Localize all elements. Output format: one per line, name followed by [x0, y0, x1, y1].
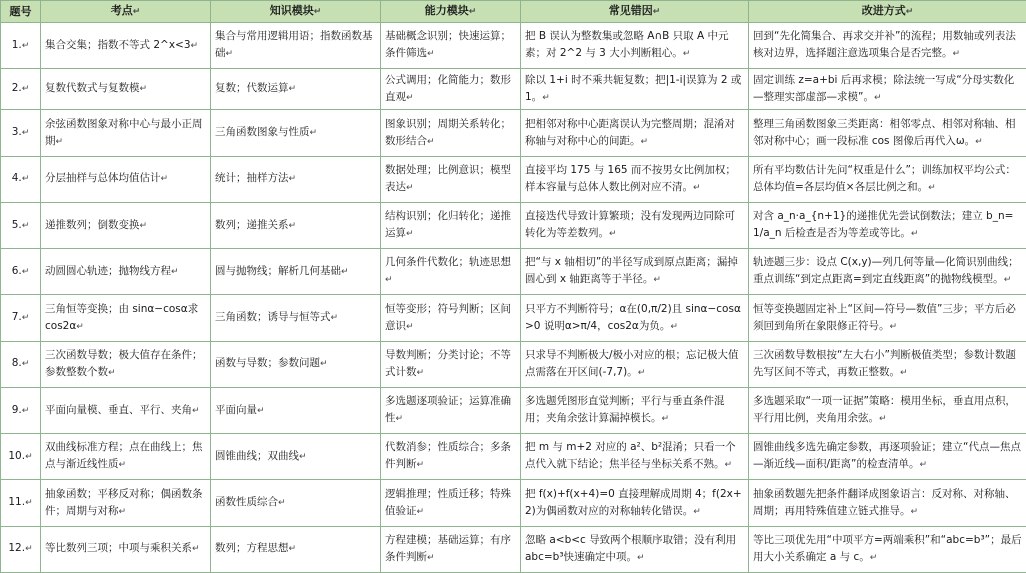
- topic-cell[interactable]: 分层抽样与总体均值估计↵: [41, 156, 211, 202]
- knowledge-module-cell[interactable]: 函数与导数；参数问题↵: [211, 341, 381, 387]
- common-error-cell[interactable]: 把 f(x)+f(x+4)=0 直接理解成周期 4；f(2x+2)为偶函数对应的对称轴转化错误。↵: [521, 480, 749, 526]
- improvement-cell[interactable]: 回到“先化简集合、再求交并补”的流程；用数轴或列表法核对边界，选择题注意选项集合是否完整。↵: [749, 23, 1026, 69]
- topic-cell[interactable]: 递推数列；倒数变换↵: [41, 202, 211, 248]
- knowledge-module-cell[interactable]: 平面向量↵: [211, 387, 381, 433]
- ability-module-cell[interactable]: 逻辑推理；性质迁移；特殊值验证↵: [381, 480, 521, 526]
- knowledge-module-cell[interactable]: 集合与常用逻辑用语；指数函数基础↵: [211, 23, 381, 69]
- question-number-cell[interactable]: 10.↵: [1, 434, 41, 480]
- knowledge-module-cell[interactable]: 复数；代数运算↵: [211, 69, 381, 110]
- paragraph-mark: ↵: [192, 544, 200, 555]
- paragraph-mark: ↵: [25, 451, 33, 462]
- paragraph-mark: ↵: [542, 92, 550, 103]
- knowledge-module-cell[interactable]: 函数性质综合↵: [211, 480, 381, 526]
- paragraph-mark: ↵: [341, 266, 349, 277]
- topic-cell[interactable]: 三次函数导数；极大值存在条件；参数整数个数↵: [41, 341, 211, 387]
- question-number-cell[interactable]: 6.↵: [1, 249, 41, 295]
- ability-module-cell[interactable]: 图象识别；周期关系转化；数形结合↵: [381, 110, 521, 156]
- paragraph-mark: ↵: [416, 506, 425, 517]
- paragraph-mark: ↵: [975, 136, 983, 147]
- paragraph-mark: ↵: [21, 220, 30, 231]
- improvement-cell[interactable]: 固定训练 z=a+bi 后再求模；除法统一写成“分母实数化—整理实部虚部—求模”。↵: [749, 69, 1026, 110]
- paragraph-mark: ↵: [21, 84, 30, 95]
- table-row: [1, 249, 1026, 295]
- common-error-cell[interactable]: 只求导不判断极大/极小对应的根；忘记极大值点需落在开区间(-7,7)。↵: [521, 341, 749, 387]
- paragraph-mark: ↵: [21, 359, 30, 370]
- paragraph-mark: ↵: [1003, 275, 1012, 286]
- paragraph-mark: ↵: [192, 405, 200, 416]
- table-row: [1, 202, 1026, 248]
- question-number-cell[interactable]: 9.↵: [1, 387, 41, 433]
- paragraph-mark: ↵: [900, 367, 908, 378]
- improvement-cell[interactable]: 对含 a_n·a_{n+1}的递推优先尝试倒数法；建立 b_n=1/a_n 后检查是否为等差或等比。↵: [749, 202, 1026, 248]
- paragraph-mark: ↵: [468, 7, 477, 17]
- paragraph-mark: ↵: [682, 49, 691, 60]
- paragraph-mark: ↵: [406, 92, 414, 103]
- improvement-cell[interactable]: 恒等变换题固定补上“区间—符号—数值”三步；平方后必须回到角所在象限修正符号。↵: [749, 295, 1026, 341]
- paragraph-mark: ↵: [139, 84, 148, 95]
- common-error-cell[interactable]: 多选题凭图形直觉判断；平行与垂直条件混用；夹角余弦计算漏掉模长。↵: [521, 387, 749, 433]
- paragraph-mark: ↵: [25, 544, 33, 555]
- paragraph-mark: ↵: [416, 460, 425, 471]
- ability-module-cell[interactable]: 多选题逐项验证；运算准确性↵: [381, 387, 521, 433]
- paragraph-mark: ↵: [108, 367, 116, 378]
- question-number-cell[interactable]: 7.↵: [1, 295, 41, 341]
- paragraph-mark: ↵: [609, 229, 617, 240]
- table-row: [1, 434, 1026, 480]
- paragraph-mark: ↵: [132, 7, 141, 17]
- paragraph-mark: ↵: [118, 506, 127, 517]
- topic-cell[interactable]: 集合交集；指数不等式 2^x<3↵: [41, 23, 211, 69]
- question-number-cell[interactable]: 12.↵: [1, 526, 41, 572]
- table-row: [1, 480, 1026, 526]
- header-topic[interactable]: 考点↵: [41, 1, 211, 23]
- paragraph-mark: ↵: [139, 220, 148, 231]
- question-number-cell[interactable]: 1.↵: [1, 23, 41, 69]
- paragraph-mark: ↵: [652, 7, 661, 17]
- paragraph-mark: ↵: [406, 182, 414, 193]
- paragraph-mark: ↵: [385, 275, 393, 286]
- paragraph-mark: ↵: [427, 136, 435, 147]
- paragraph-mark: ↵: [637, 367, 646, 378]
- topic-cell[interactable]: 三角恒等变换；由 sinα−cosα求 cos2α↵: [41, 295, 211, 341]
- question-number-cell[interactable]: 5.↵: [1, 202, 41, 248]
- paragraph-mark: ↵: [299, 451, 307, 462]
- common-error-cell[interactable]: 忽略 a<b<c 导致两个根顺序取错；没有利用 abc=b³快速确定中项。↵: [521, 526, 749, 572]
- improvement-cell[interactable]: 抽象函数题先把条件翻译成图象语言：反对称、对称轴、周期；再用特殊值建立链式推导。↵: [749, 480, 1026, 526]
- paragraph-mark: ↵: [905, 7, 914, 17]
- paragraph-mark: ↵: [309, 128, 318, 139]
- topic-cell[interactable]: 双曲线标准方程；点在曲线上；焦点与渐近线性质↵: [41, 434, 211, 480]
- ability-module-cell[interactable]: 结构识别；化归转化；递推运算↵: [381, 202, 521, 248]
- improvement-cell[interactable]: 三次函数导数根按“左大右小”判断极值类型；参数计数题先写区间不等式，再数正整数。↵: [749, 341, 1026, 387]
- common-error-cell[interactable]: 把“与 x 轴相切”的半径写成到原点距离；漏掉圆心到 x 轴距离等于半径。↵: [521, 249, 749, 295]
- paragraph-mark: ↵: [640, 136, 649, 147]
- paragraph-mark: ↵: [661, 414, 670, 425]
- header-knowledge-module[interactable]: 知识模块↵: [211, 1, 381, 23]
- common-error-cell[interactable]: 直接迭代导致计算繁琐；没有发现两边同除可转化为等差数列。↵: [521, 202, 749, 248]
- paragraph-mark: ↵: [952, 49, 961, 60]
- topic-cell[interactable]: 平面向量模、垂直、平行、夹角↵: [41, 387, 211, 433]
- knowledge-module-cell[interactable]: 三角函数；诱导与恒等式↵: [211, 295, 381, 341]
- table-row: [1, 341, 1026, 387]
- table-body: [1, 23, 1026, 573]
- header-common-error[interactable]: 常见错因↵: [521, 1, 749, 23]
- paragraph-mark: ↵: [288, 544, 297, 555]
- improvement-cell[interactable]: 圆锥曲线多选先确定参数，再逐项验证；建立“代点—焦点—渐近线—面积/距离”的检查清单。↵: [749, 434, 1026, 480]
- paragraph-mark: ↵: [76, 321, 84, 332]
- paragraph-mark: ↵: [653, 275, 661, 286]
- header-improvement[interactable]: 改进方式↵: [749, 1, 1026, 23]
- ability-module-cell[interactable]: 恒等变形；符号判断；区间意识↵: [381, 295, 521, 341]
- paragraph-mark: ↵: [288, 84, 297, 95]
- paragraph-mark: ↵: [160, 174, 169, 185]
- improvement-cell[interactable]: 多选题采取“一项一证据”策略：模用坐标，垂直用点积，平行用比例，夹角用余弦。↵: [749, 387, 1026, 433]
- paragraph-mark: ↵: [919, 460, 928, 471]
- table-row: [1, 69, 1026, 110]
- common-error-cell[interactable]: 直接平均 175 与 165 而不按男女比例加权；样本容量与总体人数比例对应不清。↵: [521, 156, 749, 202]
- paragraph-mark: ↵: [910, 506, 919, 517]
- table-row: [1, 23, 1026, 69]
- improvement-cell[interactable]: 所有平均数估计先问“权重是什么”；训练加权平均公式：总体均值=各层均值×各层比例之和。↵: [749, 156, 1026, 202]
- knowledge-module-cell[interactable]: 三角函数图象与性质↵: [211, 110, 381, 156]
- paragraph-mark: ↵: [869, 552, 878, 563]
- question-number-cell[interactable]: 8.↵: [1, 341, 41, 387]
- paragraph-mark: ↵: [427, 49, 435, 60]
- common-error-cell[interactable]: 除以 1+i 时不乘共轭复数；把|1-i|误算为 2 或 1。↵: [521, 69, 749, 110]
- paragraph-mark: ↵: [427, 552, 435, 563]
- paragraph-mark: ↵: [395, 414, 404, 425]
- common-error-cell[interactable]: 把 m 与 m+2 对应的 a²、b²混淆；只看一个点代入就下结论；焦半径与坐标关系不熟。↵: [521, 434, 749, 480]
- paragraph-mark: ↵: [257, 405, 265, 416]
- paragraph-mark: ↵: [21, 313, 30, 324]
- paragraph-mark: ↵: [724, 460, 733, 471]
- paragraph-mark: ↵: [320, 359, 328, 370]
- paragraph-mark: ↵: [21, 128, 30, 139]
- paragraph-mark: ↵: [330, 313, 339, 324]
- knowledge-module-cell[interactable]: 数列；递推关系↵: [211, 202, 381, 248]
- common-error-cell[interactable]: 只平方不判断符号；α在(0,π/2)且 sinα−cosα>0 说明α>π/4，cos2α为负。↵: [521, 295, 749, 341]
- topic-cell[interactable]: 等比数列三项；中项与乘积关系↵: [41, 526, 211, 572]
- question-number-cell[interactable]: 3.↵: [1, 110, 41, 156]
- paragraph-mark: ↵: [879, 414, 887, 425]
- header-question-number[interactable]: 题号: [1, 1, 41, 23]
- knowledge-module-cell[interactable]: 数列；方程思想↵: [211, 526, 381, 572]
- paragraph-mark: ↵: [406, 321, 414, 332]
- paragraph-mark: ↵: [25, 498, 33, 509]
- table-row: [1, 156, 1026, 202]
- common-error-cell[interactable]: 把 B 误认为整数集或忽略 A∩B 只取 A 中元素；对 2^2 与 3 大小判断粗心。↵: [521, 23, 749, 69]
- paragraph-mark: ↵: [171, 266, 179, 277]
- paragraph-mark: ↵: [225, 49, 234, 60]
- ability-module-cell[interactable]: 数据处理；比例意识；模型表达↵: [381, 156, 521, 202]
- table-row: [1, 387, 1026, 433]
- improvement-cell[interactable]: 轨迹题三步：设点 C(x,y)—列几何等量—化简识别曲线；重点训练“到定点距离=到定直线距离”的抛物线模型。↵: [749, 249, 1026, 295]
- table-row: [1, 295, 1026, 341]
- ability-module-cell[interactable]: 代数消参；性质综合；多条件判断↵: [381, 434, 521, 480]
- ability-module-cell[interactable]: 方程建模；基础运算；有序条件判断↵: [381, 526, 521, 572]
- paragraph-mark: ↵: [910, 229, 919, 240]
- paragraph-mark: ↵: [190, 40, 199, 51]
- paragraph-mark: ↵: [889, 321, 898, 332]
- topic-cell[interactable]: 余弦函数图象对称中心与最小正周期↵: [41, 110, 211, 156]
- paragraph-mark: ↵: [21, 266, 30, 277]
- paragraph-mark: ↵: [278, 498, 286, 509]
- paragraph-mark: ↵: [55, 136, 64, 147]
- paragraph-mark: ↵: [637, 552, 645, 563]
- paragraph-mark: ↵: [118, 460, 127, 471]
- paragraph-mark: ↵: [406, 229, 414, 240]
- paragraph-mark: ↵: [873, 92, 882, 103]
- question-number-cell[interactable]: 2.↵: [1, 69, 41, 110]
- paragraph-mark: ↵: [693, 182, 701, 193]
- paragraph-mark: ↵: [288, 174, 297, 185]
- knowledge-module-cell[interactable]: 圆锥曲线；双曲线↵: [211, 434, 381, 480]
- knowledge-module-cell[interactable]: 圆与抛物线；解析几何基础↵: [211, 249, 381, 295]
- improvement-cell[interactable]: 等比三项优先用“中项平方=两端乘积”和“abc=b³”；最后用大小关系确定 a 与 c。↵: [749, 526, 1026, 572]
- question-number-cell[interactable]: 4.↵: [1, 156, 41, 202]
- paragraph-mark: ↵: [928, 182, 936, 193]
- ability-module-cell[interactable]: 基础概念识别；快速运算；条件筛选↵: [381, 23, 521, 69]
- ability-module-cell[interactable]: 导数判断；分类讨论；不等式计数↵: [381, 341, 521, 387]
- question-number-cell[interactable]: 11.↵: [1, 480, 41, 526]
- topic-cell[interactable]: 复数代数式与复数模↵: [41, 69, 211, 110]
- paragraph-mark: ↵: [670, 321, 678, 332]
- ability-module-cell[interactable]: 公式调用；化简能力；数形直观↵: [381, 69, 521, 110]
- table-row: [1, 110, 1026, 156]
- paragraph-mark: ↵: [313, 7, 322, 17]
- paragraph-mark: ↵: [21, 405, 30, 416]
- header-ability-module[interactable]: 能力模块↵: [381, 1, 521, 23]
- paragraph-mark: ↵: [416, 367, 425, 378]
- ability-module-cell[interactable]: 几何条件代数化；轨迹思想↵: [381, 249, 521, 295]
- topic-cell[interactable]: 动圆圆心轨迹；抛物线方程↵: [41, 249, 211, 295]
- improvement-cell[interactable]: 整理三角函数图象三类距离：相邻零点、相邻对称轴、相邻对称中心；画一段标准 cos 图像后再代入ω。↵: [749, 110, 1026, 156]
- paragraph-mark: ↵: [288, 220, 297, 231]
- knowledge-module-cell[interactable]: 统计；抽样方法↵: [211, 156, 381, 202]
- table-row: [1, 526, 1026, 572]
- common-error-cell[interactable]: 把相邻对称中心距离误认为完整周期；混淆对称轴与对称中心的间距。↵: [521, 110, 749, 156]
- paragraph-mark: ↵: [693, 506, 701, 517]
- topic-cell[interactable]: 抽象函数；平移反对称；偶函数条件；周期与对称↵: [41, 480, 211, 526]
- paragraph-mark: ↵: [21, 174, 30, 185]
- paragraph-mark: ↵: [21, 40, 30, 51]
- header-row: [1, 1, 1026, 23]
